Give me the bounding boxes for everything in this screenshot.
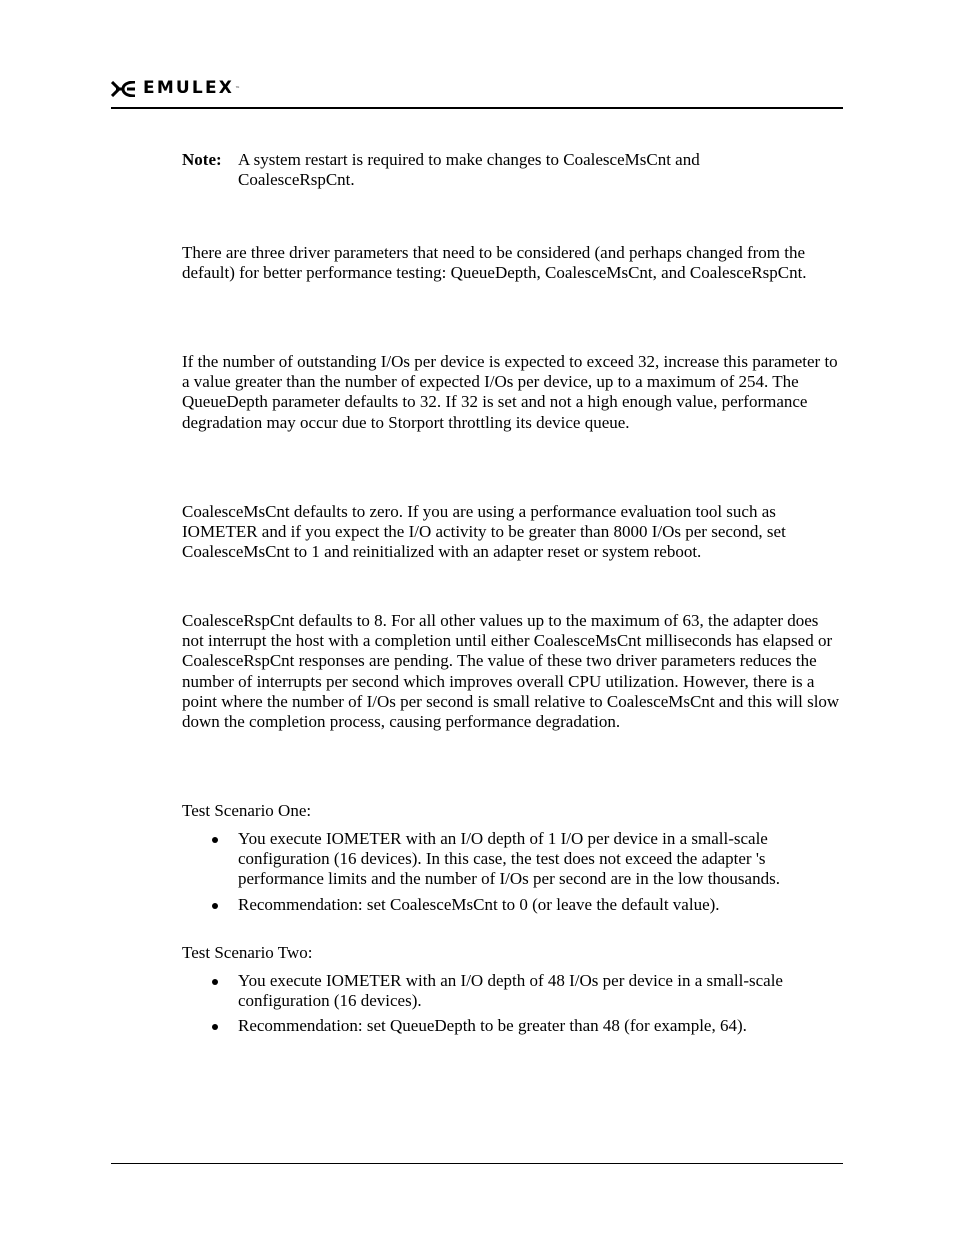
intro-paragraph: There are three driver parameters that need to be considered (and perhaps changed from the default) for better performance testing: QueueDepth, CoalesceMsCnt, and CoalesceRspCnt.: [182, 243, 807, 283]
logo-text: EMULEX: [143, 78, 235, 98]
scenario-two-list: [182, 971, 844, 1042]
list-item: [182, 1016, 844, 1036]
emulex-logo: [111, 80, 240, 97]
bullet-icon: [212, 837, 218, 843]
list-item-text: You execute IOMETER with an I/O depth of 48 I/Os per device in a small-scale configuration (16 devices).: [238, 971, 783, 1011]
emulex-mark-icon: [111, 81, 137, 97]
list-item: [182, 895, 844, 915]
list-item: [182, 829, 844, 890]
list-item-text: Recommendation: set CoalesceMsCnt to 0 (or leave the default value).: [238, 894, 720, 914]
coalesce-rsp-paragraph: CoalesceRspCnt defaults to 8. For all other values up to the maximum of 63, the adapter does not interrupt the host with a completion until either CoalesceMsCnt milliseconds has elapsed or CoalesceRspCnt responses are pending. The value of these two driver parameters reduces the number of interrupts per second which improves overall CPU utilization. However, there is a point where the number of I/Os per second is small relative to CoalesceMsCnt and this will slow down the completion process, causing performance degradation.: [182, 611, 840, 732]
bullet-icon: [212, 903, 218, 909]
note-text: A system restart is required to make changes to CoalesceMsCnt and CoalesceRspCnt.: [238, 150, 700, 190]
logo-trademark: ™: [235, 85, 241, 92]
footer-rule: [111, 1163, 843, 1164]
note-label: Note:: [182, 150, 222, 169]
note: [182, 150, 844, 190]
scenario-two-title: Test Scenario Two:: [182, 943, 313, 962]
list-item-text: You execute IOMETER with an I/O depth of 1 I/O per device in a small-scale configuration (16 devices). In this case, the test does not exceed the adapter 's performance limits and the number of I/Os per second are in the low thousands.: [238, 829, 780, 889]
scenario-one-list: [182, 829, 844, 920]
list-item-text: Recommendation: set QueueDepth to be greater than 48 (for example, 64).: [238, 1016, 747, 1036]
scenario-one-title: Test Scenario One:: [182, 801, 312, 820]
coalesce-ms-paragraph: CoalesceMsCnt defaults to zero. If you are using a performance evaluation tool such as IOMETER and if you expect the I/O activity to be greater than 8000 I/Os per second, set CoalesceMsCnt to 1 and reinitialized with an adapter reset or system reboot.: [182, 502, 786, 562]
bullet-icon: [212, 1024, 218, 1030]
header-rule: [111, 107, 843, 109]
list-item: [182, 971, 844, 1011]
bullet-icon: [212, 979, 218, 985]
queue-depth-paragraph: If the number of outstanding I/Os per device is expected to exceed 32, increase this parameter to a value greater than the number of expected I/Os per device, up to a maximum of 254. The QueueDepth parameter defaults to 32. If 32 is set and not a high enough value, performance degradation may occur due to Storport throttling its device queue.: [182, 352, 838, 432]
